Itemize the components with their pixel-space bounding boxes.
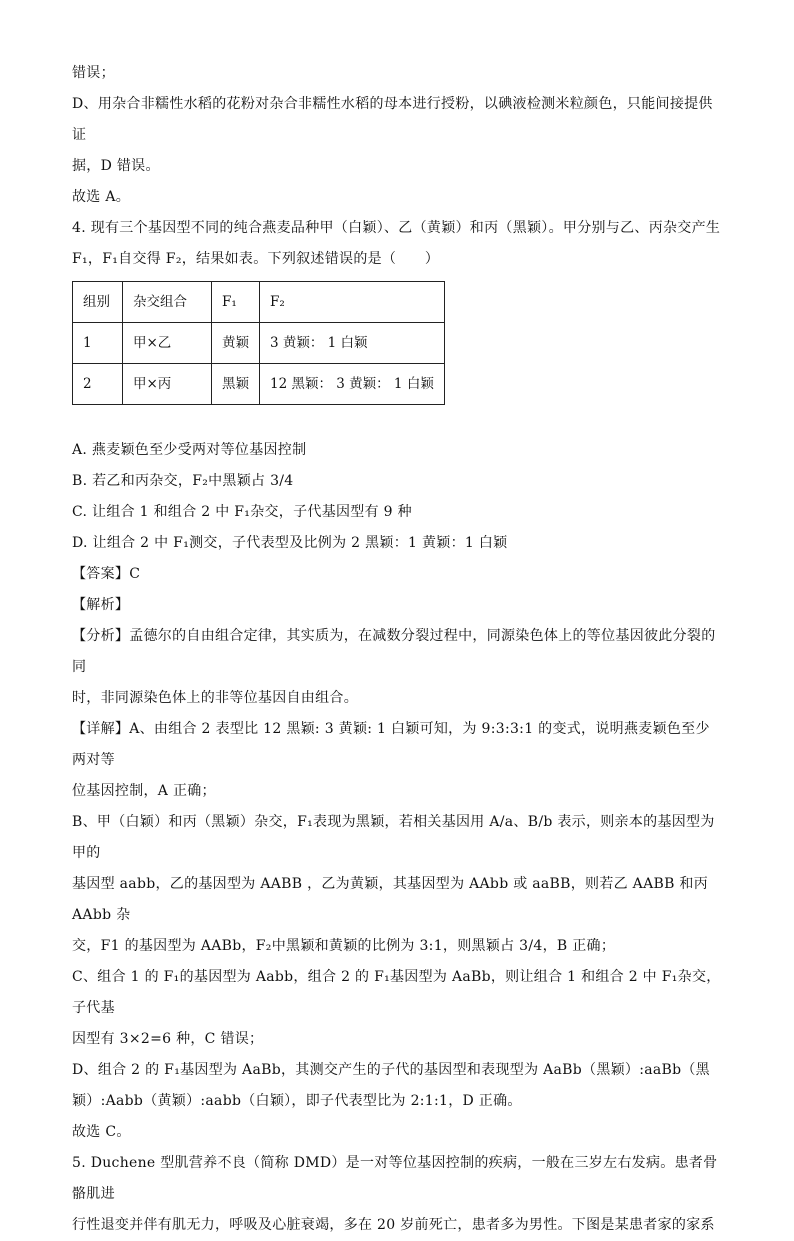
table-row xyxy=(73,364,445,405)
document-page xyxy=(72,58,722,1241)
question-5-line-1: 5. Duchene 型肌营养不良（简称 DMD）是一对等位基因控制的疾病，一般在三岁左右发病。患者骨骼肌进 xyxy=(72,1155,718,1202)
detail-line: 基因型 aabb，乙的基因型为 AABB ，乙为黄颖，其基因型为 AAbb 或 aaBB，则若乙 AABB 和丙 AAbb 杂 xyxy=(72,876,709,923)
table-header-cell: 杂交组合 xyxy=(123,282,212,323)
option-d: D. 让组合 2 中 F₁测交，子代表型及比例为 2 黑颖：1 黄颖：1 白颖 xyxy=(72,535,508,551)
table-row xyxy=(73,323,445,364)
table-cell: 1 xyxy=(73,323,123,364)
detail-line: 颖）:Aabb（黄颖）:aabb（白颖），即子代表型比为 2:1:1，D 正确。 xyxy=(72,1093,522,1109)
analysis-line-2: 时，非同源染色体上的非等位基因自由组合。 xyxy=(72,690,358,706)
prev-line-3: 据，D 错误。 xyxy=(72,158,160,174)
detail-line: B、甲（白颖）和丙（黑颖）杂交，F₁表现为黑颖，若相关基因用 A/a、B/b 表示，则亲本的基因型为甲的 xyxy=(72,814,715,861)
table-cell: 黄颖 xyxy=(212,323,260,364)
answer-label: 【答案】C xyxy=(72,566,141,582)
detail-line: 因型有 3×2=6 种，C 错误； xyxy=(72,1031,264,1047)
results-table xyxy=(72,281,445,405)
detail-line: 交，F1 的基因型为 AABb，F₂中黑颖和黄颖的比例为 3:1，则黑颖占 3/4，B 正确； xyxy=(72,938,616,954)
table-header-cell: 组别 xyxy=(73,282,123,323)
table-header-cell: F₂ xyxy=(260,282,445,323)
table-header-row xyxy=(73,282,445,323)
option-c: C. 让组合 1 和组合 2 中 F₁杂交，子代基因型有 9 种 xyxy=(72,504,412,520)
prev-line-4: 故选 A。 xyxy=(72,189,131,205)
question-4-stem-1: 4. 现有三个基因型不同的纯合燕麦品种甲（白颖）、乙（黄颖）和丙（黑颖）。甲分别与乙、丙杂交产生 xyxy=(72,220,721,236)
prev-line-2: D、用杂合非糯性水稻的花粉对杂合非糯性水稻的母本进行授粉，以碘液检测米粒颜色，只能间接提供证 xyxy=(72,96,713,143)
table-header-cell: F₁ xyxy=(212,282,260,323)
detail-line: 位基因控制，A 正确； xyxy=(72,783,216,799)
option-b: B. 若乙和丙杂交，F₂中黑颖占 3/4 xyxy=(72,473,294,489)
table-cell: 黑颖 xyxy=(212,364,260,405)
table-cell: 12 黑颖： 3 黄颖： 1 白颖 xyxy=(260,364,445,405)
detail-line: 故选 C。 xyxy=(72,1124,131,1140)
table-cell: 甲×乙 xyxy=(123,323,212,364)
detail-line: C、组合 1 的 F₁的基因型为 Aabb，组合 2 的 F₁基因型为 AaBb，则让组合 1 和组合 2 中 F₁杂交，子代基 xyxy=(72,969,721,1016)
table-cell: 2 xyxy=(73,364,123,405)
detail-line: D、组合 2 的 F₁基因型为 AaBb，其测交产生的子代的基因型和表现型为 AaBb（黑颖）:aaBb（黑 xyxy=(72,1062,710,1078)
question-4-stem-2: F₁，F₁自交得 F₂，结果如表。下列叙述错误的是（ ） xyxy=(72,251,440,267)
option-a: A. 燕麦颖色至少受两对等位基因控制 xyxy=(72,442,307,458)
question-5-line-2: 行性退变并伴有肌无力，呼吸及心脏衰竭，多在 20 岁前死亡，患者多为男性。下图是某患者家的家系 xyxy=(72,1217,715,1233)
detail-line: 【详解】A、由组合 2 表型比 12 黑颖: 3 黄颖: 1 白颖可知，为 9:3:3:1 的变式，说明燕麦颖色至少两对等 xyxy=(72,721,710,768)
prev-line-1: 错误； xyxy=(72,65,115,81)
table-cell: 3 黄颖： 1 白颖 xyxy=(260,323,445,364)
table-cell: 甲×丙 xyxy=(123,364,212,405)
analysis-line-1: 【分析】孟德尔的自由组合定律，其实质为，在减数分裂过程中，同源染色体上的等位基因彼此分裂的同 xyxy=(72,628,716,675)
analysis-title: 【解析】 xyxy=(72,597,130,613)
